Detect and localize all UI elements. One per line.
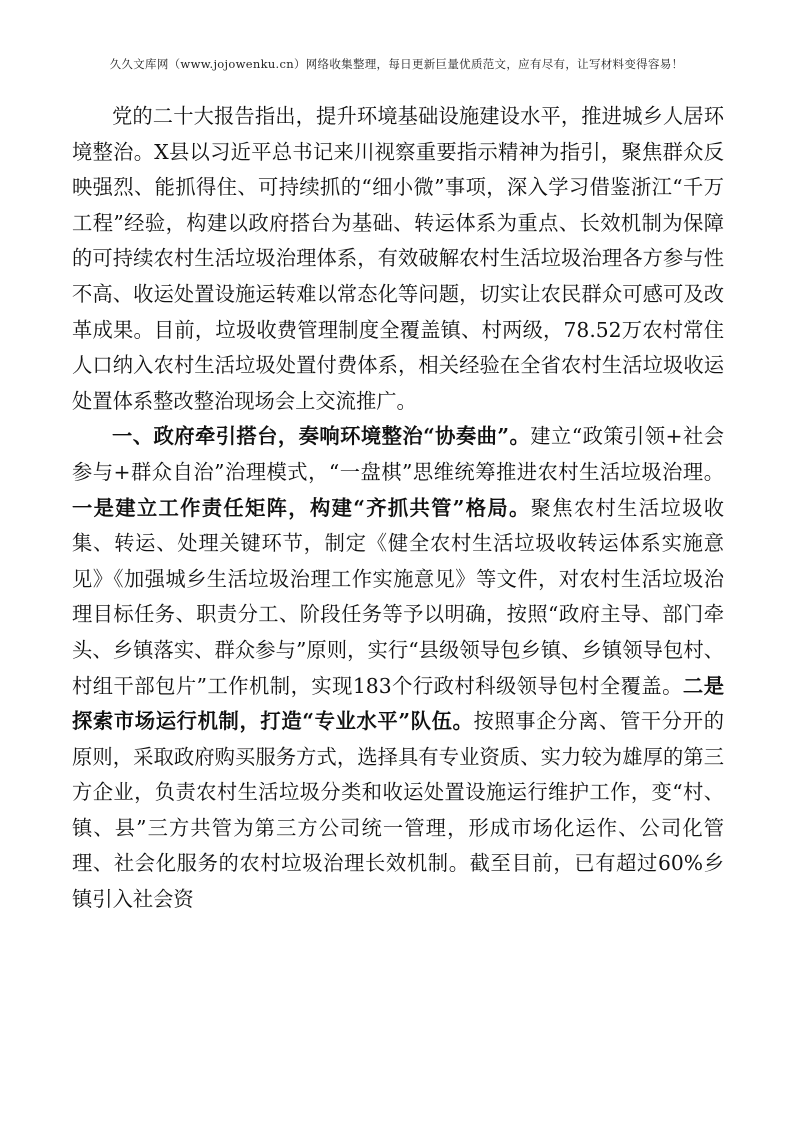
subpoint-two-heading: 二是探索市场运行机制，打造“专业水平”队伍。 [72, 673, 724, 734]
subpoint-one-text: 聚焦农村生活垃圾收集、转运、处理关键环节，制定《健全农村生活垃圾收转运体系实施意见》《加强城乡生活垃圾治理工作实施意见》等文件，对农村生活垃圾治理目标任务、职责分工、阶段任务等予以明确，按照“政府主导、部门牵头、乡镇落实、群众参与”原则，实行“县级领导包乡镇、乡镇领导包村、村组干部包片”工作机制，实现183个行政村科级领导包村全覆盖。 [72, 495, 724, 698]
subpoint-one-heading: 一是建立工作责任矩阵，构建“齐抓共管”格局。 [72, 495, 531, 520]
section-one-heading: 一、政府牵引搭台，奏响环境整治“协奏曲”。 [112, 424, 531, 449]
section-one-text: 建立“政策引领+社会参与+群众自治”治理模式，“一盘棋”思维统筹推进农村生活垃圾治理。 [72, 424, 724, 484]
subpoint-two-text: 按照事企分离、管干分开的原则，采取政府购买服务方式，选择具有专业资质、实力较为雄厚的第三方企业，负责农村生活垃圾分类和收运处置设施运行维护工作，变“村、镇、县”三方共管为第三方公司统一管理，形成市场化运作、公司化管理、社会化服务的农村垃圾治理长效机制。截至目前，已有超过60%乡镇引入社会资 [72, 709, 724, 912]
document-body [72, 99, 724, 918]
intro-paragraph: 党的二十大报告指出，提升环境基础设施建设水平，推进城乡人居环境整治。X县以习近平总书记来川视察重要指示精神为指引，聚焦群众反映强烈、能抓得住、可持续抓的“细小微”事项，深入学习借鉴浙江“千万工程”经验，构建以政府搭台为基础、转运体系为重点、长效机制为保障的可持续农村生活垃圾治理体系，有效破解农村生活垃圾治理各方参与性不高、收运处置设施运转难以常态化等问题，切实让农民群众可感可及改革成果。目前，垃圾收费管理制度全覆盖镇、村两级，78.52万农村常住人口纳入农村生活垃圾处置付费体系，相关经验在全省农村生活垃圾收运处置体系整改整治现场会上交流推广。 [72, 104, 724, 413]
page-header-banner: 久久文库网（www.jojowenku.cn）网络收集整理，每日更新巨量优质范文，应有尽有，让写材料变得容易！ [109, 57, 684, 71]
section-one-paragraph [72, 419, 724, 917]
